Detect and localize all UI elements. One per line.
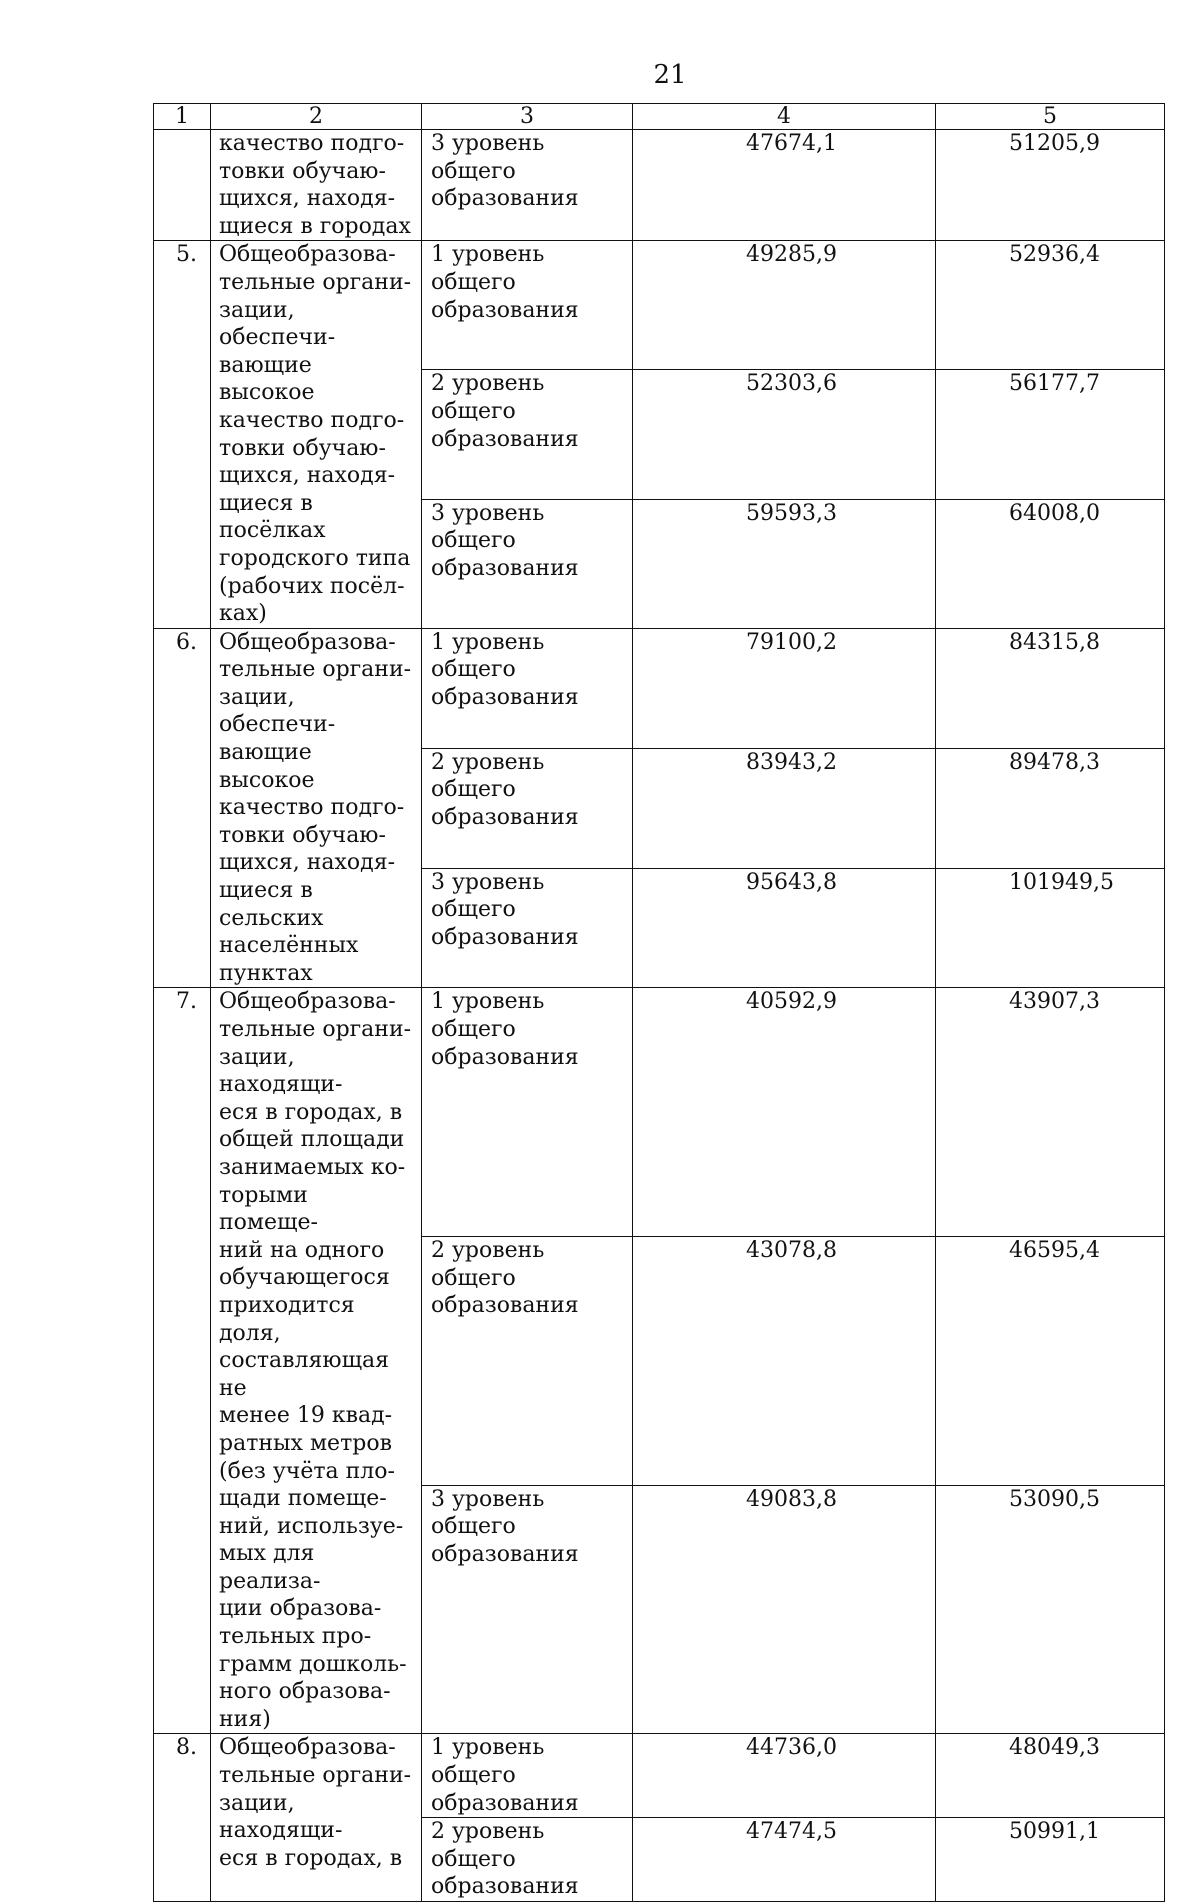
value-col-5: 50991,1 <box>936 1818 1165 1902</box>
row-number: 7. <box>154 988 211 1734</box>
education-level <box>422 241 633 370</box>
value-col-4: 49285,9 <box>633 241 936 370</box>
header-col-3: 3 <box>422 104 633 130</box>
header-col-2: 2 <box>211 104 422 130</box>
row-number: 8. <box>154 1734 211 1902</box>
organization-description-cell <box>211 988 422 1734</box>
table-body <box>154 130 1165 1902</box>
table-row <box>154 1734 1165 1818</box>
value-col-4: 40592,9 <box>633 988 936 1237</box>
education-level-text: 1 уровень общего образования <box>431 1735 579 1816</box>
education-level <box>422 1818 633 1902</box>
education-level <box>422 370 633 499</box>
organization-description-cell <box>211 1734 422 1902</box>
education-level <box>422 748 633 868</box>
education-level-text: 3 уровень общего образования <box>431 869 579 950</box>
value-col-4: 49083,8 <box>633 1485 936 1734</box>
value-col-5: 52936,4 <box>936 241 1165 370</box>
value-col-5: 51205,9 <box>936 130 1165 241</box>
row-number: 6. <box>154 628 211 988</box>
value-col-5: 64008,0 <box>936 499 1165 628</box>
table-row <box>154 130 1165 241</box>
value-col-4: 95643,8 <box>633 868 936 988</box>
value-col-5: 56177,7 <box>936 370 1165 499</box>
education-level <box>422 988 633 1237</box>
organization-description: Общеобразова- тельные органи- зации, обеспечи- вающие высокое качество подго- товки обучаю- щихся, находя- щиеся в сельских населённых пунктах <box>219 629 412 986</box>
table-row <box>154 241 1165 370</box>
header-col-5: 5 <box>936 104 1165 130</box>
value-col-5: 84315,8 <box>936 628 1165 748</box>
value-col-4: 43078,8 <box>633 1237 936 1486</box>
education-level-text: 2 уровень общего образования <box>431 749 579 830</box>
value-col-4: 59593,3 <box>633 499 936 628</box>
education-level <box>422 628 633 748</box>
header-col-1: 1 <box>154 104 211 130</box>
education-level <box>422 499 633 628</box>
table-row <box>154 628 1165 748</box>
education-level <box>422 1734 633 1818</box>
education-level-text: 1 уровень общего образования <box>431 242 579 323</box>
value-col-4: 47474,5 <box>633 1818 936 1902</box>
organization-description-cell <box>211 628 422 988</box>
value-col-5: 101949,5 <box>936 868 1165 988</box>
education-level-text: 1 уровень общего образования <box>431 629 579 710</box>
education-level-text: 2 уровень общего образования <box>431 1819 579 1900</box>
row-number <box>154 130 211 241</box>
cost-table <box>153 103 1165 1902</box>
value-col-4: 44736,0 <box>633 1734 936 1818</box>
organization-description: качество подго- товки обучаю- щихся, находя- щиеся в городах <box>219 131 411 239</box>
organization-description: Общеобразова- тельные органи- зации, находящи- еся в городах, в общей площади занимаемых ко- торыми помеще- ний на одного обучающегося приходится доля, составляющая не менее 19 квад- ратных метров (без учёта пло- щади помеще- ний, используе- мых для реализа- ции образова- тельных про- грамм дошколь- ного образова- ния) <box>219 989 412 1732</box>
education-level <box>422 130 633 241</box>
header-row <box>154 104 1165 130</box>
organization-description-cell <box>211 241 422 628</box>
organization-description-cell <box>211 130 422 241</box>
education-level-text: 1 уровень общего образования <box>431 989 579 1070</box>
organization-description: Общеобразова- тельные органи- зации, находящи- еся в городах, в <box>219 1735 412 1871</box>
education-level-text: 2 уровень общего образования <box>431 371 579 452</box>
value-col-5: 48049,3 <box>936 1734 1165 1818</box>
education-level-text: 3 уровень общего образования <box>431 500 579 581</box>
row-number: 5. <box>154 241 211 628</box>
header-col-4: 4 <box>633 104 936 130</box>
table-row <box>154 988 1165 1237</box>
value-col-4: 79100,2 <box>633 628 936 748</box>
value-col-4: 52303,6 <box>633 370 936 499</box>
value-col-5: 46595,4 <box>936 1237 1165 1486</box>
education-level <box>422 868 633 988</box>
value-col-5: 53090,5 <box>936 1485 1165 1734</box>
education-level <box>422 1237 633 1486</box>
education-level-text: 2 уровень общего образования <box>431 1238 579 1319</box>
value-col-5: 89478,3 <box>936 748 1165 868</box>
value-col-4: 47674,1 <box>633 130 936 241</box>
value-col-5: 43907,3 <box>936 988 1165 1237</box>
value-col-4: 83943,2 <box>633 748 936 868</box>
education-level-text: 3 уровень общего образования <box>431 1486 579 1567</box>
organization-description: Общеобразова- тельные органи- зации, обеспечи- вающие высокое качество подго- товки обучаю- щихся, находя- щиеся в посёлках городского типа (рабочих посёл- ках) <box>219 242 412 627</box>
page-number: 21 <box>653 60 687 90</box>
education-level-text: 3 уровень общего образования <box>431 131 579 212</box>
